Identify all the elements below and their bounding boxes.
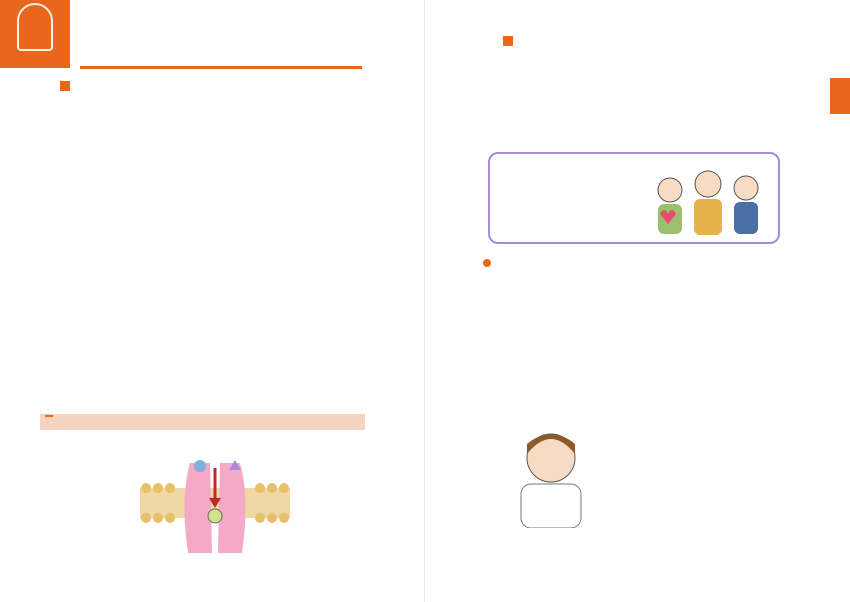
table-heading [483,259,494,270]
receptor-left [184,463,212,553]
chapter-tab [0,0,70,68]
right-section-heading [503,35,517,50]
section-side-tab [830,78,850,114]
title-underline [80,66,362,69]
right-page [425,0,850,602]
gaba-site [194,460,206,472]
receptor-diagram [140,458,290,566]
receptor-right [218,463,246,553]
round-bullet-icon [483,259,491,267]
figure-bar [40,414,365,430]
section-heading [60,80,74,95]
square-bullet-icon [60,81,70,91]
square-bullet-icon [503,36,513,46]
people-illustration [640,162,770,238]
figure-tag [45,415,53,417]
body-figure-icon [17,3,53,51]
doctor-illustration [505,428,597,528]
chloride-ion [208,509,222,523]
